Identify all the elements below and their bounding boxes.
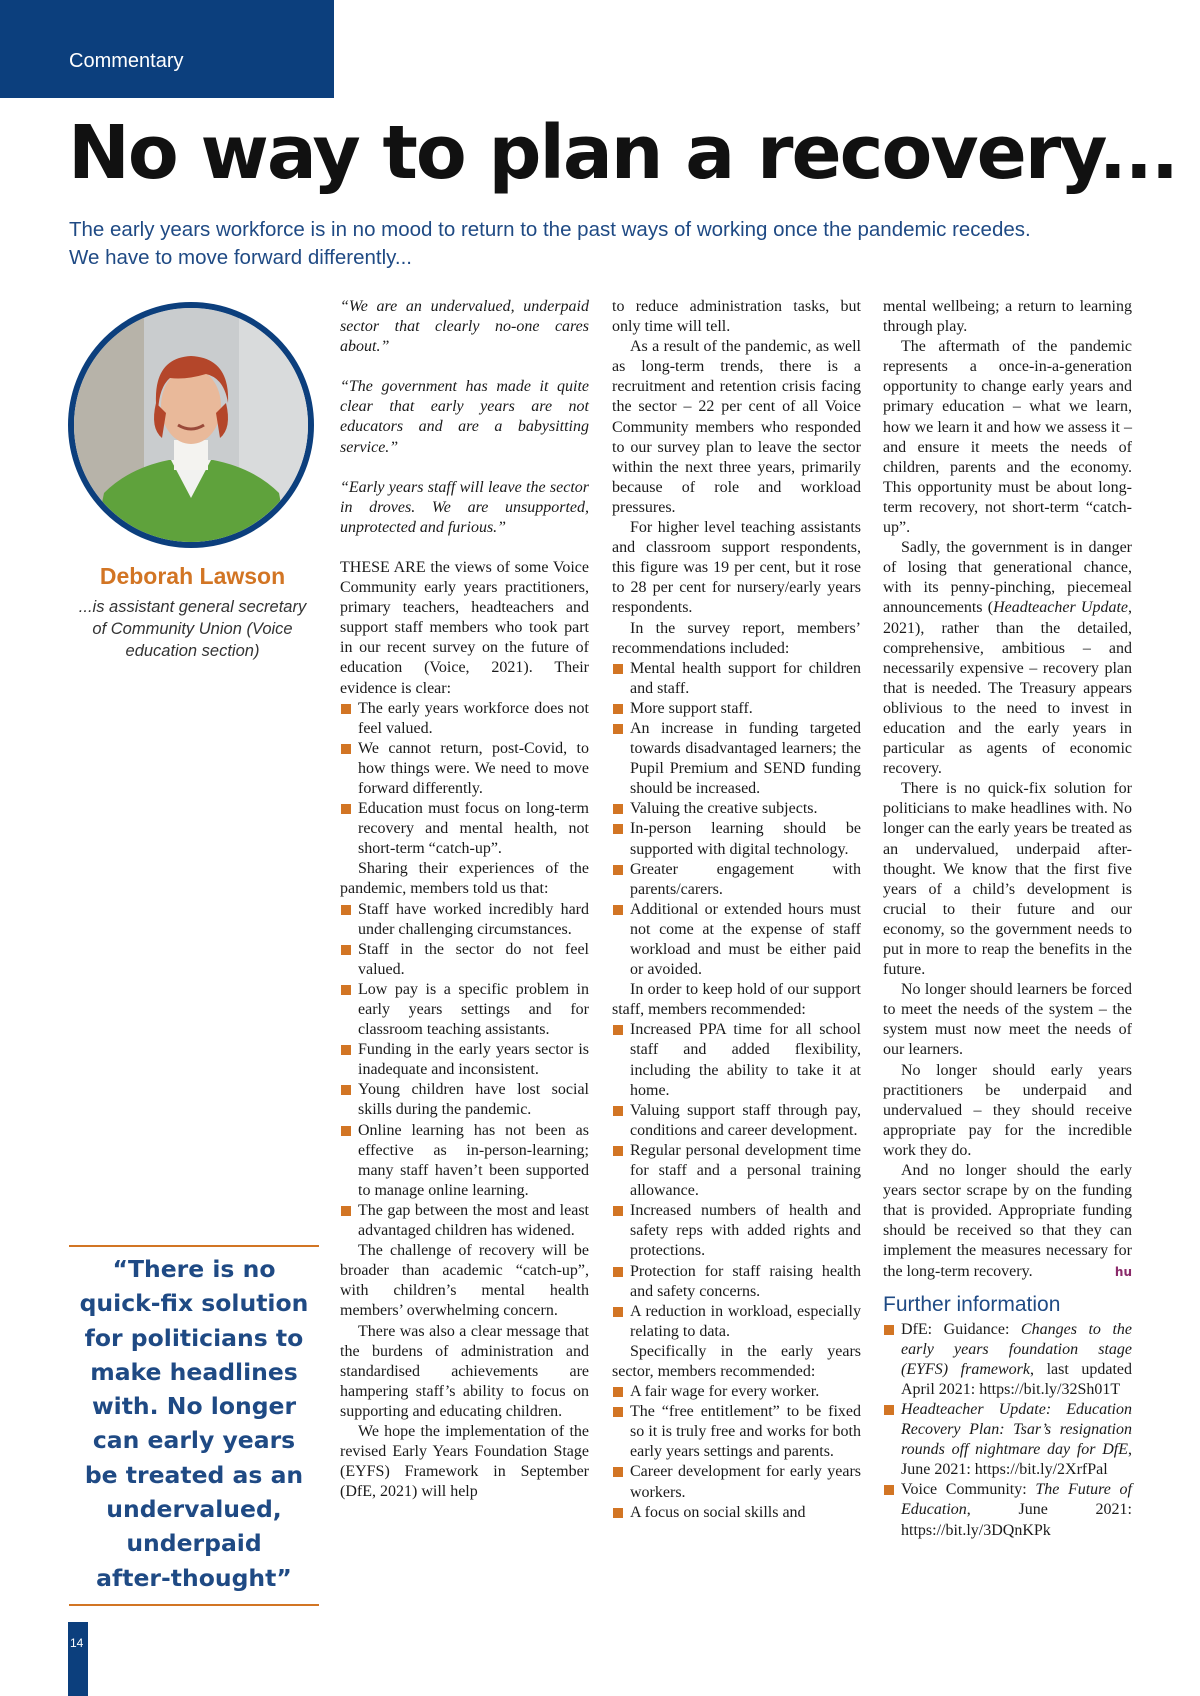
article-column-1	[340, 297, 589, 1502]
list-item: A reduction in workload, especially relating to data.	[612, 1302, 861, 1342]
list-item: Protection for staff raising health and safety concerns.	[612, 1262, 861, 1302]
pullquote-line: make headlines	[90, 1357, 298, 1386]
body-paragraph: Sharing their experiences of the pandemic, members told us that:	[340, 860, 589, 898]
further-information-heading: Further information	[883, 1292, 1061, 1316]
author-photo-illustration	[74, 308, 308, 542]
body-paragraph: Specifically in the early years sector, members recommended:	[612, 1342, 861, 1380]
list-item: Regular personal development time for staff and a personal training allowance.	[612, 1141, 861, 1201]
list-item: Valuing the creative subjects.	[612, 799, 861, 819]
body-paragraph: In order to keep hold of our support staff, members recommended:	[612, 981, 861, 1019]
body-paragraph: The aftermath of the pandemic represents a once-in-a-generation opportunity to change early years and primary education – what we learn, how we learn it and how we assess it – and ensure it meets the needs of children, parents and the economy. This opportunity must be about long-term recovery, not short-term “catch-up”.	[883, 338, 1132, 537]
body-paragraph: As a result of the pandemic, as well as long-term trends, there is a recruitment and retention crisis facing the sector – 22 per cent of all Voice Community members who responded to our survey plan to leave the sector within the next three years, primarily because of role and workload pressures.	[612, 338, 861, 516]
list-item: A focus on social skills and	[612, 1503, 861, 1523]
list-item: We cannot return, post-Covid, to how things were. We need to move forward differently.	[340, 739, 589, 799]
pullquote-line: undervalued,	[106, 1495, 282, 1524]
list-item: More support staff.	[612, 699, 861, 719]
pullquote-line: can early years	[92, 1426, 296, 1455]
page-footer-bar	[68, 1622, 88, 1696]
pullquote-bottom-rule	[69, 1604, 319, 1606]
section-tab	[0, 0, 334, 98]
bullet-list	[612, 659, 861, 981]
list-item: Greater engagement with parents/carers.	[612, 860, 861, 900]
headline: No way to plan a recovery...	[68, 110, 1178, 196]
body-paragraph: For higher level teaching assistants and classroom support respondents, this figure was 19 per cent, but it rose to 28 per cent for nursery/early years respondents.	[612, 519, 861, 617]
reference-list	[883, 1320, 1132, 1541]
article-column-3	[883, 297, 1132, 1541]
text-run: And no longer should the early years sector scrape by on the funding that is provided. Appropriate funding should be received so that they can implement the measures necessary for the long-term recovery.	[883, 1162, 1132, 1280]
reference-item: Voice Community: The Future of Education, June 2021: https://bit.ly/3DQnKPk	[883, 1480, 1132, 1540]
bullet-list	[340, 699, 589, 860]
body-paragraph: In the survey report, members’ recommendations included:	[612, 619, 861, 657]
pullquote-line: “There is no	[112, 1255, 276, 1283]
body-paragraph: There is no quick-fix solution for politicians to make headlines with. No longer can the early years be treated as an undervalued, underpaid after-thought. We know that the first five years of a child’s development is crucial to their future and our economy, so the government needs to put in more to reap the benefits in the future.	[883, 780, 1132, 979]
body-paragraph: The challenge of recovery will be broader than academic “catch-up”, with children’s mental health members’ overwhelming concern.	[340, 1242, 589, 1320]
author-role	[40, 596, 345, 662]
list-item: Young children have lost social skills during the pandemic.	[340, 1080, 589, 1120]
reference-item: Headteacher Update: Education Recovery Plan: Tsar’s resignation rounds off nightmare day for DfE, June 2021: https://bit.ly/2XrfPal	[883, 1400, 1132, 1480]
bullet-list	[612, 1382, 861, 1523]
pullquote-line: underpaid	[126, 1529, 262, 1558]
list-item: Valuing support staff through pay, conditions and career development.	[612, 1101, 861, 1141]
body-paragraph: No longer should learners be forced to meet the needs of the system – the system must now meet the needs of our learners.	[883, 981, 1132, 1059]
list-item: In-person learning should be supported with digital technology.	[612, 819, 861, 859]
reference-item: DfE: Guidance: Changes to the early years foundation stage (EYFS) framework, last updated April 2021: https://bit.ly/32Sh01T	[883, 1320, 1132, 1400]
list-item: Online learning has not been as effective as in-person-learning; many staff haven’t been supported to manage online learning.	[340, 1121, 589, 1201]
list-item: Mental health support for children and staff.	[612, 659, 861, 699]
list-item: Staff have worked incredibly hard under challenging circumstances.	[340, 900, 589, 940]
body-paragraph: mental wellbeing; a return to learning through play.	[883, 298, 1132, 336]
list-item: Low pay is a specific problem in early years settings and for classroom teaching assistants.	[340, 980, 589, 1040]
list-item: The early years workforce does not feel valued.	[340, 699, 589, 739]
author-role-line: of Community Union (Voice	[92, 620, 293, 638]
standfirst-line: We have to move forward differently...	[69, 246, 412, 269]
list-item: An increase in funding targeted towards disadvantaged learners; the Pupil Premium and SEND funding should be increased.	[612, 719, 861, 799]
list-item: Staff in the sector do not feel valued.	[340, 940, 589, 980]
standfirst-line: The early years workforce is in no mood to return to the past ways of working once the pandemic recedes.	[69, 218, 1031, 241]
body-paragraph	[883, 1161, 1132, 1282]
member-quote: “Early years staff will leave the sector in droves. We are unsupported, unprotected and furious.”	[340, 478, 589, 536]
author-portrait	[68, 302, 314, 548]
list-item: A fair wage for every worker.	[612, 1382, 861, 1402]
body-paragraph	[883, 538, 1132, 779]
list-item: Funding in the early years sector is inadequate and inconsistent.	[340, 1040, 589, 1080]
standfirst	[69, 216, 1149, 272]
list-item: Career development for early years workers.	[612, 1462, 861, 1502]
list-item: Additional or extended hours must not come at the expense of staff workload and must be either paid or avoided.	[612, 900, 861, 980]
bullet-list	[612, 1020, 861, 1342]
page-number: 14	[70, 1636, 84, 1650]
pullquote-line: be treated as an	[84, 1460, 304, 1489]
author-role-line: ...is assistant general secretary	[78, 598, 307, 616]
list-item: Education must focus on long-term recovery and mental health, not short-term “catch-up”.	[340, 799, 589, 859]
list-item: Increased PPA time for all school staff and added flexibility, including the ability to take it at home.	[612, 1020, 861, 1100]
body-paragraph: We hope the implementation of the revised Early Years Foundation Stage (EYFS) Framework in September (DfE, 2021) will help	[340, 1422, 589, 1501]
member-quote: “The government has made it quite clear that early years are not educators and are a babysitting service.”	[340, 378, 589, 456]
author-name: Deborah Lawson	[99, 563, 286, 589]
member-quote: “We are an undervalued, underpaid sector that clearly no-one cares about.”	[340, 298, 589, 356]
pullquote-line: with. No longer	[91, 1392, 297, 1421]
pullquote	[60, 1252, 328, 1595]
body-paragraph: THESE ARE the views of some Voice Community early years practitioners, primary teachers, headteachers and support staff members who took part in our recent survey on the future of education (Voice, 2021). Their evidence is clear:	[340, 558, 589, 697]
end-mark-logo: hu	[1114, 1264, 1132, 1279]
pullquote-line: for politicians to	[84, 1323, 304, 1352]
list-item: The gap between the most and least advantaged children has widened.	[340, 1201, 589, 1241]
author-role-line: education section)	[125, 642, 260, 660]
pullquote-line: after-thought”	[96, 1563, 292, 1592]
pullquote-line: quick-fix solution	[79, 1289, 309, 1318]
text-run: , 2021), rather than the detailed, comprehensive, ambitious – and necessarily expensive – recovery plan that is needed. The Treasury appears oblivious to the need to invest in education and the early years in particular as agents of economic recovery.	[883, 599, 1132, 778]
list-item: The “free entitlement” to be fixed so it is truly free and works for both early years settings and parents.	[612, 1402, 861, 1462]
article-column-2	[612, 297, 861, 1523]
citation-title: Headteacher Update	[993, 599, 1128, 617]
body-paragraph: to reduce administration tasks, but only time will tell.	[612, 298, 861, 336]
body-paragraph: There was also a clear message that the burdens of administration and standardised achievements are hampering staff’s ability to focus on supporting and educating children.	[340, 1322, 589, 1420]
text-run: Sadly, the government is in danger of losing that generational chance, with its penny-pinching, piecemeal announcements (	[883, 539, 1132, 617]
bullet-list	[340, 900, 589, 1242]
body-paragraph: No longer should early years practitioners be underpaid and undervalued – they should receive appropriate pay for the incredible work they do.	[883, 1061, 1132, 1159]
pullquote-top-rule	[69, 1245, 319, 1247]
list-item: Increased numbers of health and safety reps with added rights and protections.	[612, 1201, 861, 1261]
section-label: Commentary	[69, 50, 184, 72]
